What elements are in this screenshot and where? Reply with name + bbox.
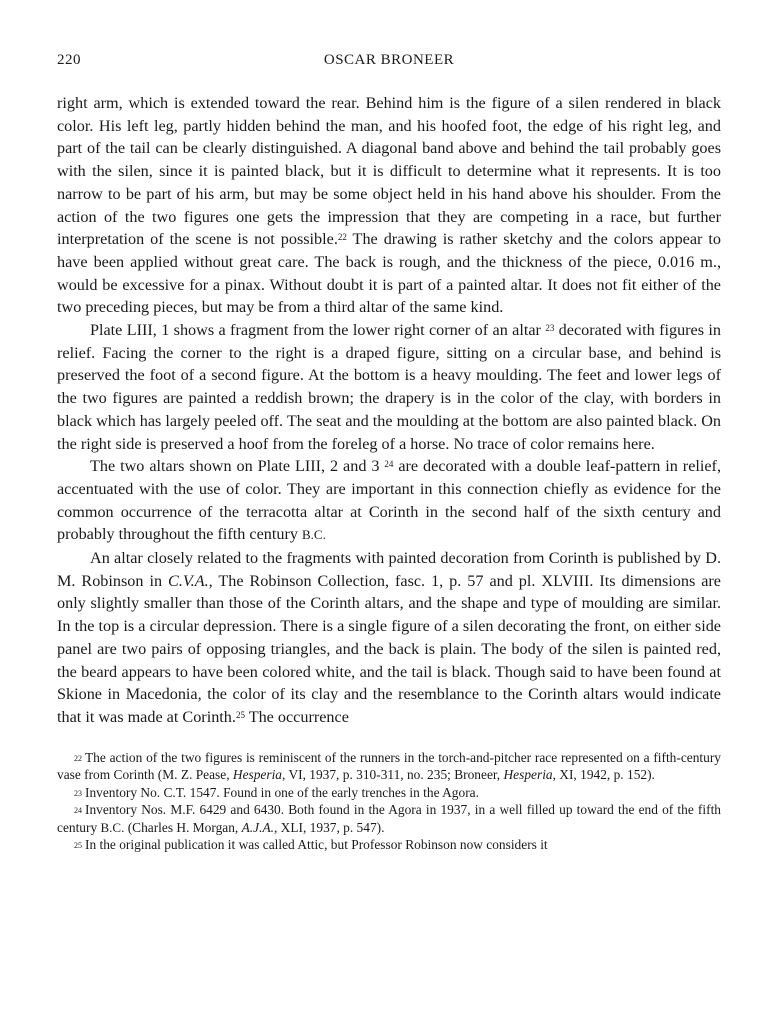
text-run: Inventory Nos. M.F. 6429 and 6430. Both found in the Agora in 1937, in a well filled up toward the end of the fifth century — [57, 802, 721, 835]
page-header — [57, 52, 721, 76]
paragraph-3 — [57, 455, 721, 547]
paragraph-1 — [57, 92, 721, 319]
footnote-number: 22 — [74, 753, 82, 763]
body-text — [57, 92, 721, 729]
journal-title: Hesperia — [503, 767, 553, 783]
paragraph-4 — [57, 547, 721, 729]
footnote-ref-23: 23 — [545, 323, 555, 334]
footnote-ref-25: 25 — [235, 709, 245, 720]
page — [57, 52, 721, 854]
text-run: right arm, which is extended toward the rear. Behind him is the figure of a silen rendered in black color. His left leg, partly hidden behind the man, and his hoofed foot, the edge of his right leg, and part of the tail can be clearly distinguished. A diagonal band above and behind the tail probably goes with the silen, since it is painted black, but it is difficult to determine what it represents. It is too narrow to be part of his arm, but may be some object held in his hand above his shoulder. From the action of the two figures one gets the impression that they are competing in a race, but further interpretation of the scene is not possible. — [57, 94, 721, 249]
text-run: , XI, 1942, p. 152). — [552, 767, 655, 783]
footnote-number: 25 — [74, 841, 82, 851]
text-run: , VI, 1937, p. 310-311, no. 235; Broneer, — [282, 767, 504, 783]
text-run: The two altars shown on Plate LIII, 2 and 3 — [90, 457, 385, 476]
era-abbrev: B.C. — [302, 527, 326, 543]
footnote-ref-22: 22 — [337, 232, 347, 243]
running-head: OSCAR BRONEER — [323, 52, 455, 68]
text-run: The occurrence — [244, 707, 349, 726]
footnote-25 — [57, 836, 721, 854]
text-run: Inventory No. C.T. 1547. Found in one of the early trenches in the Agora. — [85, 784, 479, 800]
text-run: (Charles H. Morgan, — [124, 819, 242, 835]
footnotes — [57, 749, 721, 854]
text-run: The drawing is rather sketchy and the colors appear to have been applied without great care. The back is rough, and the thickness of the piece, 0.016 m., would be excessive for a pinax. Without doubt it is part of a painted altar. It does not fit either of the two preceding pieces, but may be from a third altar of the same kind. — [57, 230, 721, 317]
journal-title: A.J.A. — [241, 819, 274, 835]
text-run: decorated with figures in relief. Facing the corner to the right is a draped figure, sitting on a circular base, and behind is preserved the foot of a second figure. At the bottom is a heavy moulding. The feet and lower legs of the two figures are painted a reddish brown; the drapery is in the color of the clay, with borders in black which has largely peeled off. The seat and the moulding at the bottom are also painted black. On the right side is preserved a hoof from the foreleg of a horse. No trace of color remains here. — [57, 321, 722, 453]
footnote-ref-24: 24 — [384, 459, 394, 470]
paragraph-2 — [57, 319, 721, 455]
era-abbrev: B.C. — [100, 819, 125, 835]
text-run: An altar closely related to the fragments with painted decoration from Corinth is published by D. M. Robinson in — [57, 549, 721, 590]
footnote-number: 24 — [74, 806, 82, 816]
footnote-number: 23 — [74, 788, 82, 798]
text-run: The action of the two figures is reminiscent of the runners in the torch-and-pitcher race represented on a fifth-century vase from Corinth (M. Z. Pease, — [57, 749, 721, 783]
text-run: In the original publication it was called Attic, but Professor Robinson now considers it — [85, 837, 548, 853]
text-run: Plate LIII, 1 shows a fragment from the lower right corner of an altar — [90, 321, 546, 340]
footnote-24 — [57, 801, 721, 836]
journal-title: Hesperia — [232, 767, 282, 783]
text-run: , XLI, 1937, p. 547). — [273, 819, 385, 835]
text-run: are decorated with a double leaf-pattern in relief, accentuated with the use of color. They are important in this connection chiefly as evidence for the common occurrence of the terracotta altar at Corinth in the second half of the sixth century and probably throughout the fifth century — [57, 457, 721, 544]
page-number: 220 — [57, 52, 81, 68]
journal-title: C.V.A. — [168, 571, 209, 590]
text-run: , The Robinson Collection, fasc. 1, p. 57 and pl. XLVIII. Its dimensions are only slightly smaller than those of the Corinth altars, and the shape and type of moulding are similar. In the top is a circular depression. There is a single figure of a silen decorating the front, on either side panel are two pairs of opposing triangles, and the back is plain. The body of the silen is painted red, the beard appears to have been colored white, and the tail is black. Though said to have been found at Skione in Macedonia, the color of its clay and the resemblance to the Corinth altars would indicate that it was made at Corinth. — [57, 571, 721, 726]
footnote-23 — [57, 784, 721, 802]
footnote-22 — [57, 749, 721, 784]
